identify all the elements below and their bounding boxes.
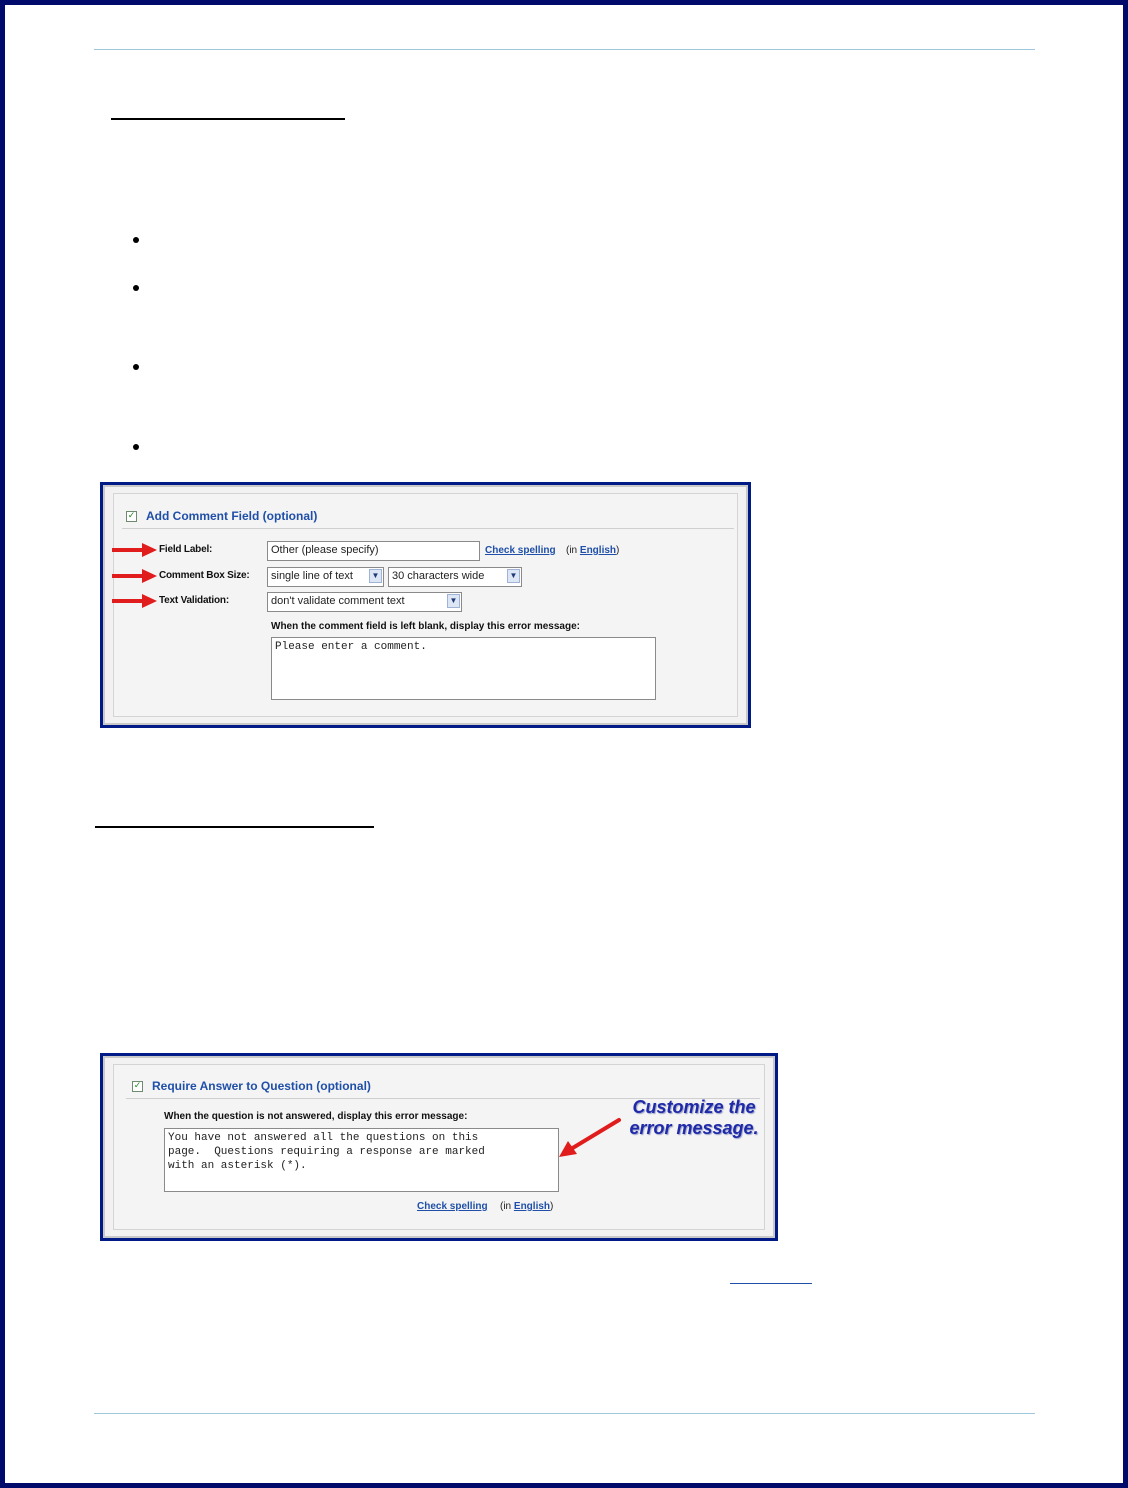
red-arrow-icon: [112, 542, 158, 558]
check-spelling-link[interactable]: Check spelling: [417, 1201, 488, 1212]
footer-rule: [94, 1413, 1035, 1414]
list-bullet: [133, 237, 139, 243]
in-suffix: ): [616, 545, 620, 556]
require-panel-title: Require Answer to Question (optional): [152, 1079, 371, 1093]
panel-divider: [122, 528, 734, 529]
comment-panel-title: Add Comment Field (optional): [146, 509, 318, 523]
comment-width-select[interactable]: [388, 567, 522, 587]
check-spelling-link[interactable]: Check spelling: [485, 545, 556, 556]
field-label-input[interactable]: Other (please specify): [267, 541, 480, 561]
comment-box-size-label: Comment Box Size:: [159, 570, 250, 581]
list-bullet: [133, 285, 139, 291]
require-answer-checkbox[interactable]: ✓: [133, 1081, 142, 1091]
not-answered-message-label: When the question is not answered, display this error message:: [164, 1111, 468, 1122]
body-link-underline: [730, 1283, 812, 1284]
chevron-down-icon[interactable]: ▼: [447, 594, 460, 608]
chevron-down-icon[interactable]: ▼: [369, 569, 382, 583]
list-bullet: [133, 364, 139, 370]
section-heading-underline-2: [95, 826, 374, 828]
comment-box-size-value: single line of text: [271, 570, 353, 582]
language-note: [500, 1201, 553, 1212]
blank-message-textarea[interactable]: Please enter a comment.: [271, 637, 656, 700]
require-answer-screenshot: [100, 1053, 778, 1241]
require-answer-panel: [113, 1064, 765, 1230]
language-link[interactable]: English: [513, 1201, 551, 1212]
customize-callout: Customize the error message.: [629, 1097, 759, 1138]
language-note: [566, 545, 619, 556]
red-arrow-icon: [112, 568, 158, 584]
language-link[interactable]: English: [579, 545, 617, 556]
in-suffix: ): [550, 1201, 554, 1212]
chevron-down-icon[interactable]: ▼: [507, 569, 520, 583]
comment-field-screenshot: [100, 482, 751, 728]
in-prefix: (in: [500, 1201, 512, 1212]
red-arrow-icon: [112, 593, 158, 609]
text-validation-value: don't validate comment text: [271, 595, 405, 607]
comment-width-value: 30 characters wide: [392, 570, 485, 582]
text-validation-select[interactable]: [267, 592, 462, 612]
section-heading-underline-1: [111, 118, 345, 120]
comment-field-panel: [113, 493, 738, 717]
red-arrow-icon: [555, 1116, 621, 1160]
not-answered-message-textarea[interactable]: You have not answered all the questions on this page. Questions requiring a response are marked with an asterisk (*).: [164, 1128, 559, 1192]
comment-field-checkbox[interactable]: ✓: [127, 511, 136, 521]
field-label-label: Field Label:: [159, 544, 213, 555]
text-validation-label: Text Validation:: [159, 595, 229, 606]
in-prefix: (in: [566, 545, 578, 556]
blank-message-label: When the comment field is left blank, display this error message:: [271, 621, 580, 632]
list-bullet: [133, 444, 139, 450]
header-rule: [94, 49, 1035, 50]
comment-box-size-select[interactable]: [267, 567, 384, 587]
